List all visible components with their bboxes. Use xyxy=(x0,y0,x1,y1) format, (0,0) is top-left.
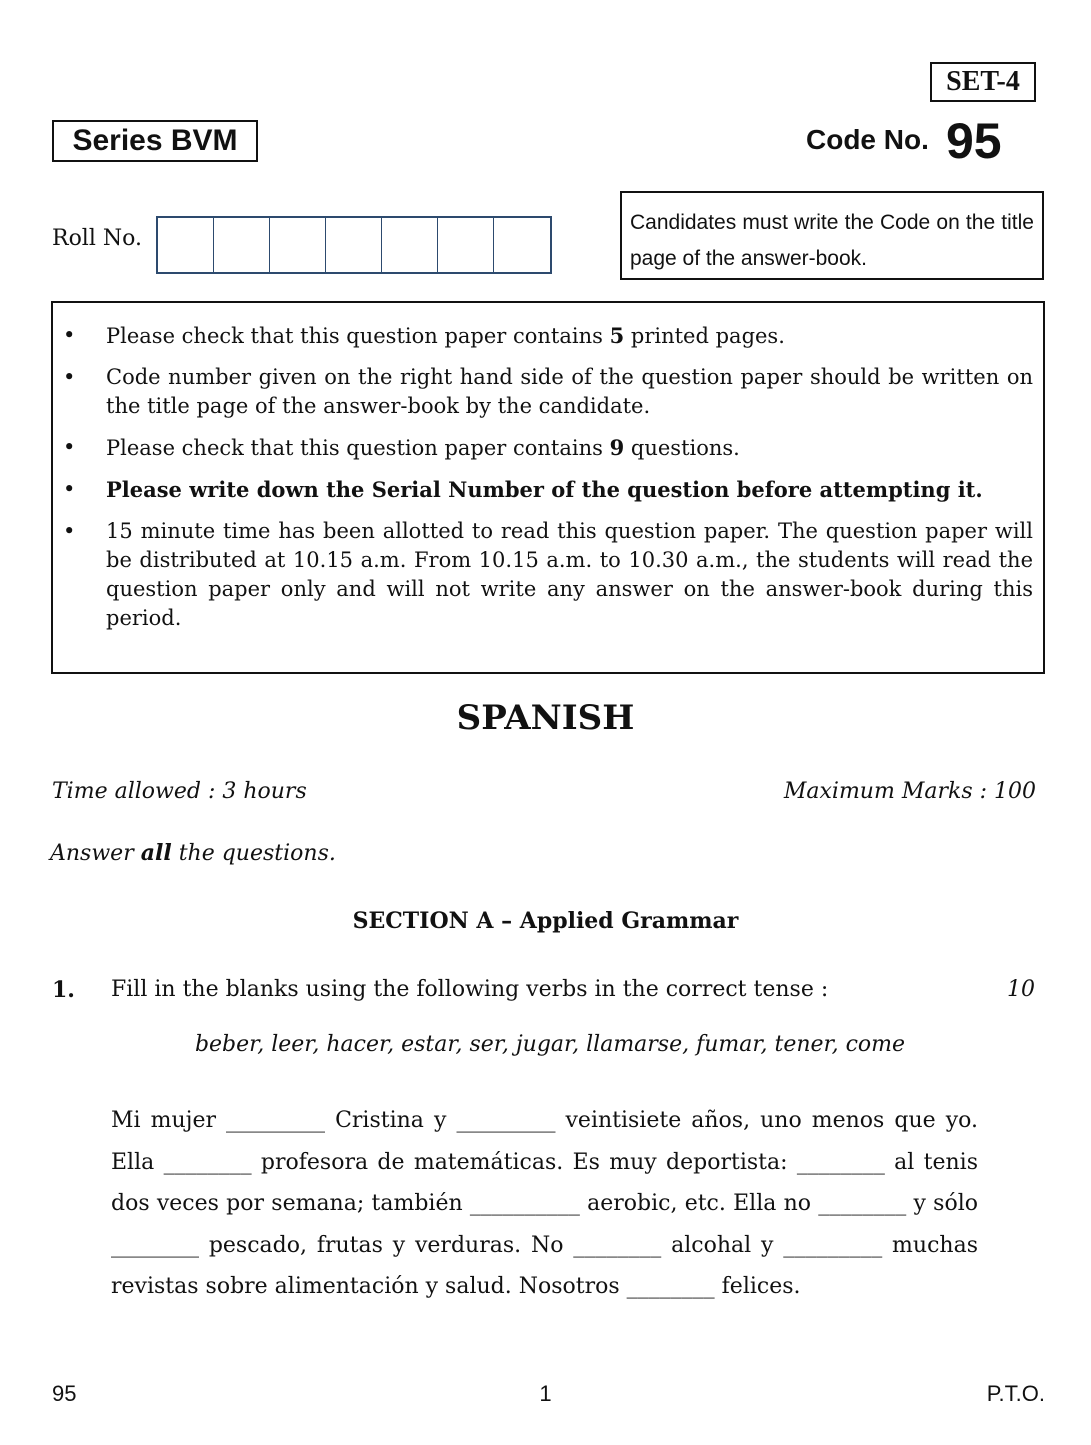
page-number: 1 xyxy=(539,1381,552,1406)
fill-in-passage: Mi mujer _________ Cristina y _________ veintisiete años, uno menos que yo. Ella ________ profesora de matemáticas. Es muy deportista: ________ al tenis dos veces por semana; también __________ aerobic, etc. Ella no ________ y sólo ________ pescado, frutas y verduras. No ________ alcohal y _________ muchas revistas sobre alimentación y salud. Nosotros ________ felices. xyxy=(111,1108,978,1300)
instruction-bold-text: 5 xyxy=(609,323,625,348)
instruction-item xyxy=(53,517,1033,633)
answer-post: the questions. xyxy=(171,841,336,866)
roll-number-cell[interactable] xyxy=(270,218,326,272)
bullet-icon: • xyxy=(63,477,76,501)
roll-number-cell[interactable] xyxy=(158,218,214,272)
instruction-bold-text: Please write down the Serial Number of the question before attempting it. xyxy=(106,477,983,502)
footer-code: 95 xyxy=(52,1381,77,1406)
set-label: SET-4 xyxy=(930,62,1036,102)
instruction-text: Please check that this question paper contains xyxy=(106,324,610,348)
bullet-icon: • xyxy=(63,435,76,459)
bullet-icon: • xyxy=(63,323,76,347)
answer-bold: all xyxy=(140,840,172,866)
answer-instruction xyxy=(50,840,336,866)
instruction-item xyxy=(53,321,1033,351)
code-number: 95 xyxy=(946,113,1002,169)
section-heading: SECTION A – Applied Grammar xyxy=(352,908,739,934)
roll-number-cell[interactable] xyxy=(494,218,550,272)
instruction-text: questions. xyxy=(624,436,740,460)
roll-number-cell[interactable] xyxy=(326,218,382,272)
instruction-text: Please check that this question paper contains xyxy=(106,436,610,460)
question-number: 1. xyxy=(52,977,75,1003)
candidates-note-text: Candidates must write the Code on the title page of the answer-book. xyxy=(630,211,1034,270)
instruction-item xyxy=(53,475,1033,505)
candidates-note-box xyxy=(620,191,1044,280)
instruction-text: 15 minute time has been allotted to read this question paper. The question paper will be distributed at 10.15 a.m. From 10.15 a.m. to 10.30 a.m., the students will read the question paper only and will not write any answer on the answer-book during this period. xyxy=(106,519,1033,630)
roll-number-boxes xyxy=(156,216,552,274)
series-label: Series BVM xyxy=(52,120,258,162)
instruction-item xyxy=(53,433,1033,463)
question-marks: 10 xyxy=(1007,977,1035,1002)
time-allowed: Time allowed : 3 hours xyxy=(52,779,307,804)
instruction-text: Code number given on the right hand side of the question paper should be written on the title page of the answer-book by the candidate. xyxy=(106,365,1033,418)
instruction-text: printed pages. xyxy=(624,324,785,348)
roll-number-cell[interactable] xyxy=(382,218,438,272)
question-text: Fill in the blanks using the following verbs in the correct tense : xyxy=(111,977,829,1002)
roll-number-label: Roll No. xyxy=(52,226,142,251)
pto-label: P.T.O. xyxy=(986,1381,1045,1406)
instructions-box xyxy=(51,301,1045,674)
bullet-icon: • xyxy=(63,519,76,543)
verb-list: beber, leer, hacer, estar, ser, jugar, llamarse, fumar, tener, come xyxy=(194,1032,906,1057)
subject-title: SPANISH xyxy=(456,698,635,738)
instruction-bold-text: 9 xyxy=(609,435,625,460)
maximum-marks: Maximum Marks : 100 xyxy=(783,779,1036,804)
instruction-item xyxy=(53,363,1033,421)
code-label: Code No. xyxy=(806,124,929,155)
roll-number-cell[interactable] xyxy=(438,218,494,272)
roll-number-cell[interactable] xyxy=(214,218,270,272)
bullet-icon: • xyxy=(63,365,76,389)
instructions-list xyxy=(53,303,1043,633)
answer-pre: Answer xyxy=(50,841,141,866)
